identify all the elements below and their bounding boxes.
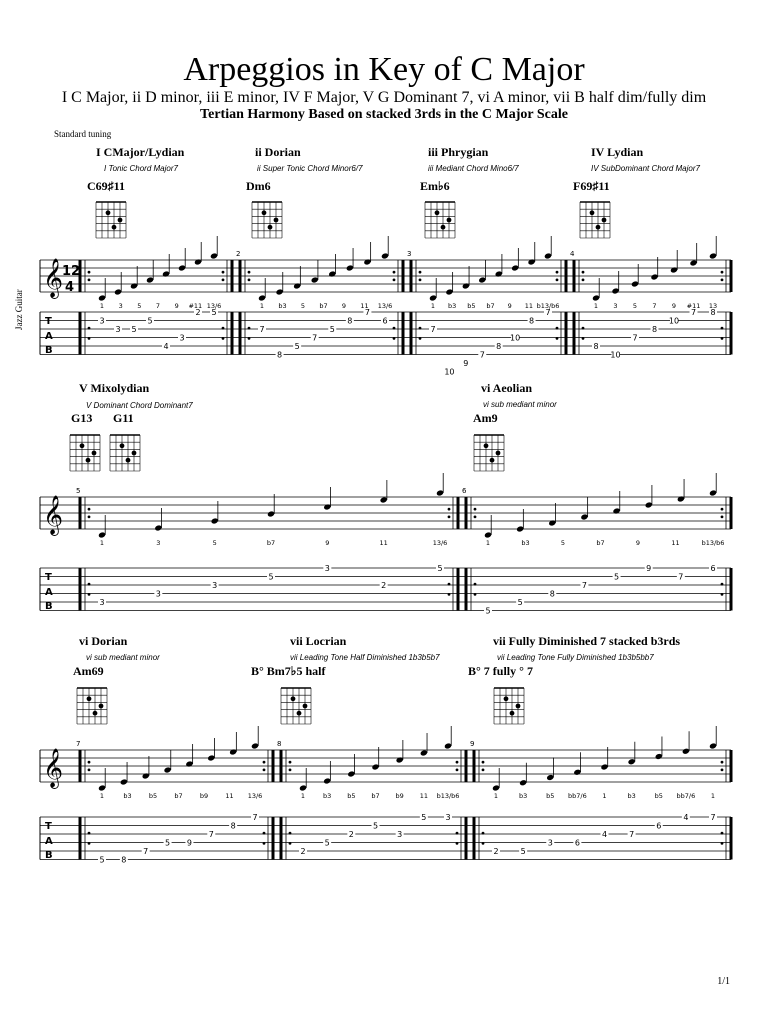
- interval-label: 5: [300, 302, 306, 310]
- diagram-dot: [484, 443, 489, 448]
- repeat-dot: [88, 278, 91, 281]
- interval-label: 9: [507, 302, 512, 310]
- repeat-dot: [88, 761, 91, 764]
- time-signature: 12: [62, 264, 81, 279]
- interval-label: b3: [521, 539, 530, 547]
- measure-number: 8: [277, 740, 282, 748]
- tab-fret-number: 5: [437, 564, 443, 573]
- interval-label: 1: [99, 302, 105, 310]
- chord-name: Am69: [73, 664, 104, 678]
- repeat-dot: [474, 515, 477, 518]
- diagram-dot: [92, 451, 97, 456]
- interval-label: b7: [596, 539, 605, 547]
- repeat-dot: [721, 515, 724, 518]
- repeat-dot: [582, 327, 585, 330]
- tab-clef: T: [45, 572, 52, 583]
- repeat-dot: [721, 832, 724, 835]
- interval-label: 3: [118, 302, 123, 310]
- repeat-dot: [474, 508, 477, 511]
- interval-label: 11: [225, 792, 234, 800]
- repeat-dot: [482, 768, 485, 771]
- interval-label: 1: [99, 539, 105, 547]
- tab-fret-number: 6: [574, 838, 580, 848]
- repeat-dot: [721, 768, 724, 771]
- diagram-dot: [435, 210, 440, 215]
- tab-fret-number: 6: [710, 564, 716, 573]
- measure-number: 3: [407, 250, 412, 258]
- repeat-dot: [482, 761, 485, 764]
- repeat-dot: [393, 337, 396, 340]
- tab-fret-number: 3: [179, 333, 185, 343]
- chord-name: F69♯11: [573, 179, 610, 193]
- diagram-dot: [268, 225, 273, 230]
- repeat-dot: [556, 337, 559, 340]
- interval-label: b3: [323, 792, 332, 800]
- mode-description: vii Leading Tone Half Diminished 1b3b5b7: [290, 653, 440, 662]
- repeat-dot: [263, 761, 266, 764]
- interval-label: #11: [686, 302, 701, 310]
- tab-fret-number: 8: [230, 821, 236, 831]
- diagram-dot: [99, 704, 104, 709]
- repeat-dot: [474, 583, 477, 586]
- mode-description: vi sub mediant minor: [483, 400, 557, 409]
- tuning-label: Standard tuning: [54, 129, 112, 139]
- treble-clef-icon: 𝄞: [43, 748, 64, 788]
- interval-label: 1: [485, 539, 491, 547]
- repeat-dot: [721, 593, 724, 596]
- chord-name: B° 7 fully ° 7: [468, 664, 533, 678]
- tab-fret-number: 5: [147, 316, 153, 326]
- tab-fret-number: 2: [493, 847, 499, 856]
- repeat-dot: [88, 583, 91, 586]
- diagram-dot: [490, 458, 495, 463]
- tab-fret-number: 4: [163, 342, 169, 351]
- repeat-dot: [393, 271, 396, 274]
- interval-label: bb7/6: [676, 792, 696, 800]
- repeat-dot: [721, 278, 724, 281]
- mode-heading: vii Locrian: [290, 634, 347, 648]
- chord-name: Am9: [473, 411, 498, 425]
- diagram-dot: [120, 443, 125, 448]
- repeat-dot: [456, 832, 459, 835]
- repeat-dot: [456, 768, 459, 771]
- interval-label: b5: [654, 792, 663, 800]
- chord-name: G11: [113, 411, 134, 425]
- repeat-dot: [582, 271, 585, 274]
- repeat-dot: [263, 832, 266, 835]
- interval-label: b7: [371, 792, 380, 800]
- diagram-dot: [93, 711, 98, 716]
- tab-fret-number: 8: [710, 308, 716, 317]
- tab-fret-number: 5: [485, 606, 491, 616]
- repeat-dot: [222, 337, 225, 340]
- tab-clef: B: [45, 345, 53, 356]
- tab-fret-number: 2: [381, 581, 387, 590]
- repeat-dot: [448, 593, 451, 596]
- interval-label: 1: [602, 792, 607, 800]
- repeat-dot: [721, 327, 724, 330]
- repeat-dot: [393, 278, 396, 281]
- mode-description: V Dominant Chord Dominant7: [86, 401, 193, 410]
- repeat-dot: [263, 842, 266, 845]
- tab-fret-number: 8: [651, 325, 658, 334]
- diagram-dot: [596, 225, 601, 230]
- repeat-dot: [88, 832, 91, 835]
- page-title: Arpeggios in Key of C Major: [183, 51, 585, 88]
- diagram-dot: [291, 696, 296, 701]
- mode-description: vii Leading Tone Fully Diminished 1b3b5bb7: [497, 653, 654, 662]
- interval-label: 5: [212, 539, 217, 547]
- chord-name: G13: [71, 411, 93, 425]
- diagram-dot: [274, 218, 279, 223]
- repeat-dot: [419, 271, 422, 274]
- interval-label: 13/6: [432, 539, 448, 547]
- interval-label: #11: [188, 302, 203, 310]
- mode-description: iii Mediant Chord Mino6/7: [428, 164, 519, 173]
- repeat-dot: [456, 761, 459, 764]
- tab-fret-number: 7: [252, 813, 258, 822]
- tab-fret-number: 8: [496, 342, 502, 351]
- repeat-dot: [419, 327, 422, 330]
- tab-clef: B: [45, 601, 53, 612]
- tab-fret-number: 5: [329, 325, 335, 334]
- tab-fret-number: 7: [259, 325, 265, 334]
- tab-fret-number: 3: [115, 325, 121, 334]
- diagram-dot: [118, 218, 123, 223]
- repeat-dot: [289, 842, 292, 845]
- repeat-dot: [721, 337, 724, 340]
- interval-label: 11: [379, 539, 388, 547]
- tab-fret-number: 5: [294, 342, 300, 351]
- repeat-dot: [419, 278, 422, 281]
- diagram-dot: [86, 458, 91, 463]
- diagram-dot: [112, 225, 117, 230]
- measure-number: 4: [570, 250, 575, 258]
- measure-number: 5: [76, 487, 81, 495]
- interval-label: 9: [671, 302, 677, 310]
- treble-clef-icon: 𝄞: [43, 258, 64, 298]
- mode-heading: vi Dorian: [79, 634, 128, 648]
- repeat-dot: [448, 515, 451, 518]
- repeat-dot: [248, 327, 251, 330]
- repeat-dot: [289, 832, 292, 835]
- repeat-dot: [248, 337, 251, 340]
- tab-fret-number: 3: [99, 598, 105, 607]
- diagram-dot: [496, 451, 501, 456]
- tab-fret-number: 6: [382, 316, 388, 326]
- tab-fret-number: 9: [186, 838, 192, 848]
- tab-fret-number: 10: [668, 316, 680, 326]
- repeat-dot: [393, 327, 396, 330]
- tab-fret-number: 3: [99, 316, 105, 326]
- interval-label: 11: [524, 302, 533, 310]
- mode-description: IV SubDominant Chord Major7: [591, 164, 700, 173]
- tab-fret-number: 3: [547, 838, 553, 848]
- tab-clef: B: [45, 850, 53, 861]
- page-heading: Tertian Harmony Based on stacked 3rds in the C Major Scale: [200, 107, 568, 122]
- tab-fret-number: 7: [430, 325, 436, 334]
- interval-label: 1: [493, 792, 499, 800]
- mode-description: ii Super Tonic Chord Minor6/7: [257, 164, 363, 173]
- tab-fret-number: 3: [155, 589, 161, 599]
- repeat-dot: [556, 278, 559, 281]
- mode-heading: IV Lydian: [591, 145, 644, 159]
- tab-fret-number: 10: [610, 350, 621, 360]
- interval-label: b3: [278, 302, 287, 310]
- interval-label: b7: [174, 792, 183, 800]
- interval-label: 13/6: [247, 792, 263, 800]
- repeat-dot: [456, 842, 459, 845]
- interval-label: 11: [671, 539, 680, 547]
- repeat-dot: [222, 327, 225, 330]
- diagram-dot: [80, 443, 85, 448]
- tab-clef: A: [45, 331, 53, 342]
- tab-fret-number: 5: [165, 838, 171, 848]
- interval-label: 9: [635, 539, 641, 547]
- tab-fret-number: 5: [614, 572, 620, 582]
- repeat-dot: [582, 278, 585, 281]
- repeat-dot: [582, 337, 585, 340]
- instrument-label: Jazz Guitar: [14, 289, 24, 330]
- tab-fret-number: 5: [520, 847, 526, 856]
- tab-fret-number: 10: [510, 333, 521, 343]
- diagram-dot: [447, 218, 452, 223]
- diagram-dot: [602, 218, 607, 223]
- measure-number: 6: [462, 487, 467, 495]
- interval-label: b13/b6: [701, 539, 725, 547]
- repeat-dot: [88, 327, 91, 330]
- interval-label: b5: [148, 792, 158, 800]
- repeat-dot: [88, 271, 91, 274]
- tab-fret-number: 8: [593, 342, 599, 351]
- tab-fret-number: 7: [632, 333, 638, 343]
- interval-label: b7: [266, 539, 276, 547]
- interval-label: b5: [546, 792, 555, 800]
- mode-description: vi sub mediant minor: [86, 653, 160, 662]
- repeat-dot: [556, 327, 559, 330]
- repeat-dot: [474, 593, 477, 596]
- repeat-dot: [222, 271, 225, 274]
- interval-label: b13/b6: [536, 302, 560, 310]
- interval-label: b7: [486, 302, 495, 310]
- diagram-dot: [87, 696, 92, 701]
- repeat-dot: [556, 271, 559, 274]
- interval-label: 1: [259, 302, 265, 310]
- interval-label: b13/b6: [436, 792, 460, 800]
- tab-fret-number: 7: [710, 813, 716, 822]
- measure-number: 7: [76, 740, 81, 748]
- mode-heading: V Mixolydian: [79, 381, 150, 395]
- tab-fret-number: 5: [99, 855, 105, 865]
- tab-fret-number: 7: [208, 830, 214, 839]
- tab-fret-number: 7: [678, 572, 684, 582]
- interval-label: 9: [341, 302, 347, 310]
- tab-fret-number: 8: [121, 855, 127, 865]
- repeat-dot: [248, 271, 251, 274]
- interval-label: 13/6: [377, 302, 393, 310]
- repeat-dot: [448, 508, 451, 511]
- tab-fret-number: 3: [324, 564, 330, 573]
- tab-fret-number: 4: [601, 830, 608, 839]
- tab-fret-number: 5: [324, 838, 330, 848]
- repeat-dot: [88, 768, 91, 771]
- interval-label: 1: [710, 792, 716, 800]
- repeat-dot: [222, 278, 225, 281]
- tab-fret-number: 9: [646, 564, 652, 573]
- measure-number: 9: [470, 740, 475, 748]
- chord-name: Dm6: [246, 179, 271, 193]
- tab-fret-number: 5: [517, 598, 523, 607]
- measure-number: 2: [236, 250, 241, 258]
- tab-fret-number: 2: [195, 308, 201, 317]
- page-number: 1/1: [717, 976, 730, 987]
- tab-fret-number: 3: [397, 830, 403, 839]
- interval-label: 1: [99, 792, 105, 800]
- repeat-dot: [419, 337, 422, 340]
- diagram-dot: [590, 210, 595, 215]
- interval-label: 13/6: [206, 302, 222, 310]
- repeat-dot: [263, 768, 266, 771]
- interval-label: 7: [652, 302, 657, 310]
- tab-fret-number: 7: [629, 830, 635, 839]
- tab-fret-number: 10: [444, 367, 455, 377]
- interval-label: 5: [632, 302, 638, 310]
- chord-name: B° Bm7♭5 half: [251, 664, 326, 678]
- repeat-dot: [88, 508, 91, 511]
- tab-fret-number: 2: [348, 830, 354, 839]
- interval-label: 13: [708, 302, 718, 310]
- diagram-dot: [262, 210, 267, 215]
- chord-name: Em♭6: [420, 179, 450, 193]
- tab-fret-number: 7: [690, 308, 697, 317]
- tab-fret-number: 6: [656, 821, 662, 831]
- interval-label: b3: [448, 302, 457, 310]
- tab-fret-number: 5: [421, 813, 427, 822]
- repeat-dot: [289, 761, 292, 764]
- interval-label: 9: [174, 302, 179, 310]
- page-subtitle: I C Major, ii D minor, iii E minor, IV F Major, V G Dominant 7, vi A minor, vii B half dim/fully dim: [61, 89, 707, 106]
- tab-clef: A: [45, 587, 53, 598]
- interval-label: 5: [560, 539, 566, 547]
- tab-fret-number: 8: [277, 350, 283, 360]
- repeat-dot: [248, 278, 251, 281]
- tab-fret-number: 5: [211, 308, 217, 317]
- diagram-dot: [126, 458, 131, 463]
- tab-fret-number: 7: [545, 308, 551, 317]
- tab-fret-number: 7: [143, 847, 149, 856]
- repeat-dot: [448, 583, 451, 586]
- repeat-dot: [88, 842, 91, 845]
- diagram-dot: [132, 451, 137, 456]
- tab-fret-number: 7: [364, 308, 370, 317]
- mode-heading: iii Phrygian: [428, 145, 489, 159]
- interval-label: b5: [347, 792, 356, 800]
- tab-fret-number: 8: [549, 589, 555, 599]
- repeat-dot: [721, 508, 724, 511]
- tab-clef: A: [45, 836, 53, 847]
- interval-label: 11: [360, 302, 369, 310]
- interval-label: b3: [123, 792, 132, 800]
- interval-label: 1: [430, 302, 436, 310]
- interval-label: b9: [395, 792, 404, 800]
- tab-fret-number: 7: [312, 333, 318, 343]
- repeat-dot: [482, 832, 485, 835]
- tab-fret-number: 7: [581, 581, 587, 590]
- repeat-dot: [88, 337, 91, 340]
- interval-label: 3: [156, 539, 161, 547]
- repeat-dot: [721, 842, 724, 845]
- tab-fret-number: 3: [212, 581, 218, 590]
- interval-label: 1: [300, 792, 306, 800]
- time-signature: 4: [65, 280, 75, 295]
- repeat-dot: [482, 842, 485, 845]
- repeat-dot: [721, 583, 724, 586]
- tab-fret-number: 5: [372, 821, 379, 831]
- diagram-dot: [504, 696, 509, 701]
- tab-fret-number: 8: [529, 316, 535, 326]
- tab-clef: T: [45, 316, 52, 327]
- interval-label: 7: [155, 302, 161, 310]
- repeat-dot: [88, 515, 91, 518]
- mode-heading: I CMajor/Lydian: [96, 145, 185, 159]
- tab-fret-number: 8: [347, 316, 353, 326]
- diagram-dot: [516, 704, 521, 709]
- tab-fret-number: 3: [445, 813, 451, 822]
- diagram-dot: [303, 704, 308, 709]
- tab-fret-number: 9: [463, 359, 469, 368]
- diagram-dot: [441, 225, 446, 230]
- interval-label: bb7/6: [568, 792, 587, 800]
- repeat-dot: [721, 761, 724, 764]
- mode-heading: vi Aeolian: [481, 381, 533, 395]
- interval-label: b9: [199, 792, 209, 800]
- mode-heading: ii Dorian: [255, 145, 301, 159]
- interval-label: 1: [593, 302, 599, 310]
- tab-clef: T: [45, 821, 52, 832]
- interval-label: 11: [419, 792, 428, 800]
- mode-heading: vii Fully Diminished 7 stacked b3rds: [493, 634, 681, 648]
- interval-label: b5: [467, 302, 476, 310]
- interval-label: b3: [627, 792, 636, 800]
- interval-label: 9: [325, 539, 330, 547]
- repeat-dot: [88, 593, 91, 596]
- tab-fret-number: 5: [268, 572, 274, 582]
- repeat-dot: [289, 768, 292, 771]
- interval-label: 5: [137, 302, 142, 310]
- diagram-dot: [106, 210, 111, 215]
- diagram-dot: [510, 711, 515, 716]
- diagram-dot: [297, 711, 302, 716]
- tab-fret-number: 4: [683, 813, 689, 822]
- tab-fret-number: 7: [479, 350, 485, 360]
- interval-label: 3: [613, 302, 618, 310]
- tab-fret-number: 2: [300, 847, 306, 856]
- repeat-dot: [721, 271, 724, 274]
- interval-label: b3: [518, 792, 528, 800]
- tab-fret-number: 5: [131, 325, 137, 334]
- interval-label: b7: [319, 302, 328, 310]
- treble-clef-icon: 𝄞: [43, 495, 64, 535]
- chord-name: C69♯11: [87, 179, 126, 193]
- mode-description: I Tonic Chord Major7: [104, 164, 178, 173]
